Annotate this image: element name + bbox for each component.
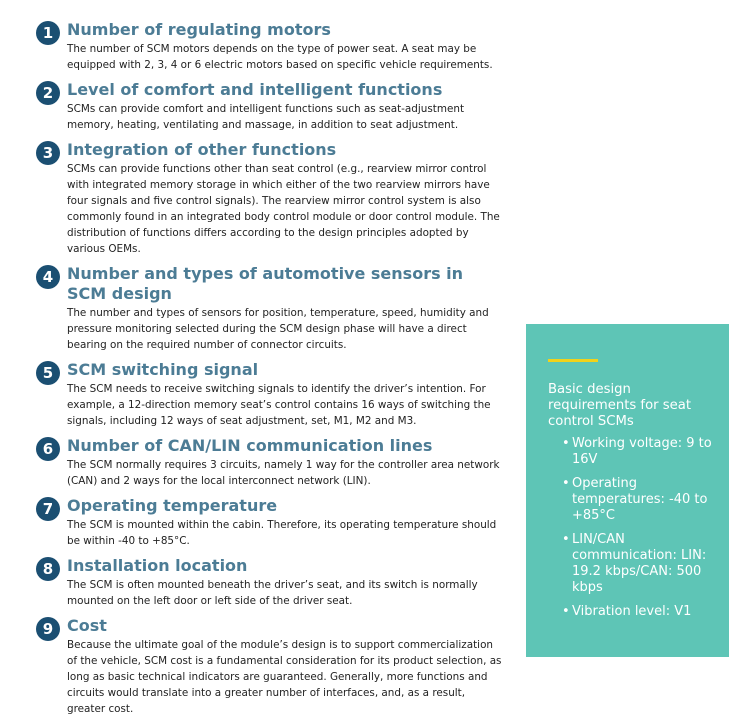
item-title: Number of CAN/LIN communication lines bbox=[67, 436, 433, 455]
item-number-badge: 3 bbox=[36, 141, 60, 165]
design-factor-item-6 bbox=[36, 436, 506, 489]
item-title: Installation location bbox=[67, 556, 248, 575]
item-number-badge: 7 bbox=[36, 497, 60, 521]
item-description: The SCM is often mounted beneath the driver’s seat, and its switch is normally mounted on the left door or left side of the driver seat. bbox=[67, 579, 478, 607]
item-description: SCMs can provide comfort and intelligent functions such as seat-adjustment memory, heating, ventilating and massage, in addition to seat adjustment. bbox=[67, 103, 465, 131]
item-description: Because the ultimate goal of the module’s design is to support commercialization of the vehicle, SCM cost is a fundamental consideration for its product selection, as long as basic technical indicators are guaranteed. Generally, more functions and circuits would translate into a greater number of interfaces, and, as a result, greater cost. bbox=[67, 639, 502, 715]
item-description: The number of SCM motors depends on the type of power seat. A seat may be equipped with 2, 3, 4 or 6 electric motors based on specific vehicle requirements. bbox=[67, 43, 493, 71]
design-factor-item-4 bbox=[36, 264, 506, 353]
item-title: SCM switching signal bbox=[67, 360, 259, 379]
design-factor-item-8 bbox=[36, 556, 506, 609]
item-number-badge: 6 bbox=[36, 437, 60, 461]
accent-divider bbox=[548, 359, 598, 362]
design-factor-item-2 bbox=[36, 80, 506, 133]
item-title: Integration of other functions bbox=[67, 140, 337, 159]
item-description: The SCM needs to receive switching signals to identify the driver’s intention. For example, a 12-direction memory seat’s control contains 16 ways of switching the signals, including 12 ways of seat adjustment, set, M1, M2 and M3. bbox=[67, 383, 491, 427]
requirement-text: Vibration level: V1 bbox=[572, 604, 692, 619]
design-factor-item-1 bbox=[36, 20, 506, 73]
bullet-icon: • bbox=[562, 476, 570, 491]
sidebar-heading: Basic design requirements for seat control SCMs bbox=[548, 382, 691, 429]
item-number-badge: 1 bbox=[36, 21, 60, 45]
item-number-badge: 5 bbox=[36, 361, 60, 385]
item-number-badge: 4 bbox=[36, 265, 60, 289]
bullet-icon: • bbox=[562, 604, 570, 619]
item-description: The SCM normally requires 3 circuits, namely 1 way for the controller area network (CAN) and 2 ways for the local interconnect network (LIN). bbox=[67, 459, 500, 487]
item-description: The number and types of sensors for position, temperature, speed, humidity and pressure monitoring selected during the SCM design phase will have a direct bearing on the required number of connector circuits. bbox=[67, 307, 489, 351]
item-title: Number of regulating motors bbox=[67, 20, 331, 39]
bullet-icon: • bbox=[562, 436, 570, 451]
design-factor-item-7 bbox=[36, 496, 506, 549]
design-factor-item-5 bbox=[36, 360, 506, 429]
item-title: Number and types of automotive sensors in SCM design bbox=[67, 264, 464, 303]
design-factor-item-3 bbox=[36, 140, 506, 257]
item-description: The SCM is mounted within the cabin. Therefore, its operating temperature should be within -40 to +85°C. bbox=[67, 519, 497, 547]
item-number-badge: 8 bbox=[36, 557, 60, 581]
requirement-item bbox=[562, 476, 724, 524]
bullet-icon: • bbox=[562, 532, 570, 547]
requirement-item bbox=[562, 532, 724, 596]
item-description: SCMs can provide functions other than seat control (e.g., rearview mirror control with integrated memory storage in which either of the two rearview mirrors have four signals and five control signals). The rearview mirror control system is also commonly found in an integrated body control module or door control module. The distribution of functions differs according to the design principles adopted by various OEMs. bbox=[67, 163, 500, 255]
item-title: Operating temperature bbox=[67, 496, 278, 515]
requirements-sidebar bbox=[526, 324, 729, 657]
item-number-badge: 2 bbox=[36, 81, 60, 105]
item-title: Cost bbox=[67, 616, 107, 635]
item-title: Level of comfort and intelligent functions bbox=[67, 80, 443, 99]
requirement-text: Working voltage: 9 to 16V bbox=[572, 436, 712, 467]
design-factor-list bbox=[36, 20, 506, 724]
requirement-item bbox=[562, 604, 724, 620]
requirement-item bbox=[562, 436, 724, 468]
requirement-text: Operating temperatures: -40 to +85°C bbox=[572, 476, 708, 523]
item-number-badge: 9 bbox=[36, 617, 60, 641]
requirement-text: LIN/CAN communication: LIN: 19.2 kbps/CAN: 500 kbps bbox=[572, 532, 707, 595]
design-factor-item-9 bbox=[36, 616, 506, 717]
requirements-list bbox=[562, 436, 724, 628]
